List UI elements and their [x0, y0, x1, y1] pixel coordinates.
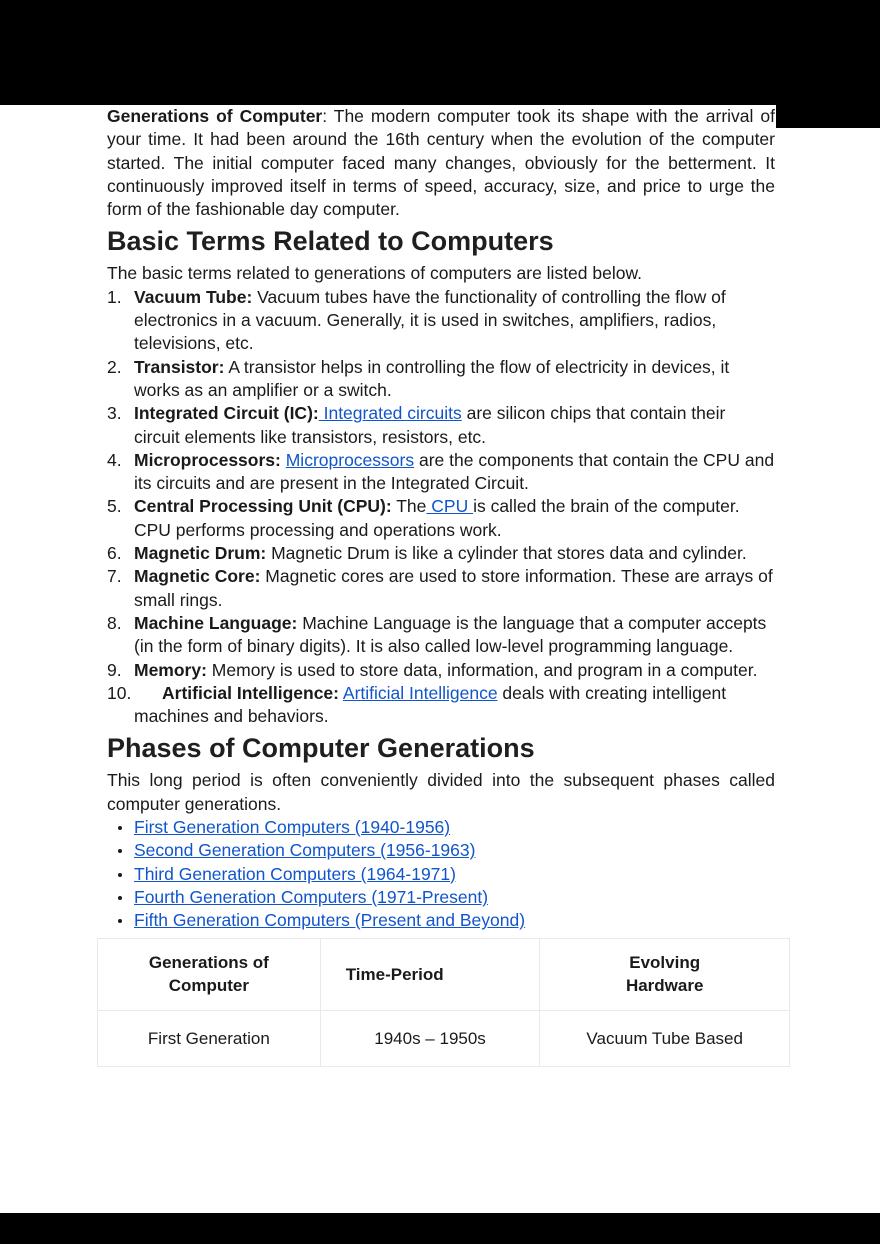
table-header-row — [98, 938, 790, 1010]
cell-hardware: Vacuum Tube Based — [540, 1010, 790, 1066]
phases-intro: This long period is often conveniently divided into the subsequent phases called computer generations. — [107, 770, 775, 814]
list-number: 1. — [107, 286, 122, 307]
list-item — [107, 286, 775, 356]
list-item — [107, 682, 775, 729]
top-margin-band — [0, 0, 880, 105]
top-right-band-notch — [776, 105, 880, 128]
term-label: Transistor: — [134, 356, 225, 377]
inline-link-integrated-circuits[interactable]: Integrated circuits — [318, 403, 462, 424]
list-item — [107, 612, 775, 659]
list-item — [107, 495, 775, 542]
bottom-margin-band — [0, 1213, 880, 1244]
basic-terms-list — [107, 286, 775, 729]
inline-link-microprocessors[interactable]: Microprocessors — [285, 449, 415, 470]
term-text: are the components that contain the CPU and its circuits and are present in the Integrated Circuit. — [134, 449, 775, 494]
list-number: 7. — [107, 566, 122, 587]
table-row — [98, 1010, 790, 1066]
document-content — [107, 105, 775, 1067]
term-label: Machine Language: — [134, 612, 298, 633]
heading-basic-terms: Basic Terms Related to Computers — [107, 226, 554, 257]
intro-text: : The modern computer took its shape with the arrival of your time. It had been around the 16th century when the evolution of the computer started. The initial computer faced many changes, obviously for the betterment. It continuously improved itself in terms of speed, accuracy, size, and price to urge the form of the fashionable day computer. — [107, 106, 775, 220]
heading-phases: Phases of Computer Generations — [107, 733, 535, 764]
header-time-period: Time-Period — [320, 938, 540, 1010]
list-number: 2. — [107, 356, 122, 377]
phase-link-fourth-generation[interactable]: Fourth Generation Computers (1971-Present) — [134, 886, 489, 907]
phases-link-list — [107, 816, 775, 932]
inline-link-artificial-intelligence[interactable]: Artificial Intelligence — [342, 682, 498, 703]
term-text: Magnetic Drum is like a cylinder that stores data and cylinder. — [266, 543, 747, 564]
list-number: 5. — [107, 496, 122, 517]
list-number: 10. — [107, 682, 132, 703]
term-label: Magnetic Drum: — [134, 543, 267, 564]
cell-time-period: 1940s – 1950s — [320, 1010, 540, 1066]
term-text: A transistor helps in controlling the flow of electricity in devices, it works as an amplifier or a switch. — [134, 356, 730, 400]
phase-link-first-generation[interactable]: First Generation Computers (1940-1956) — [134, 817, 451, 838]
term-text: Magnetic cores are used to store information. These are arrays of small rings. — [134, 566, 773, 610]
term-text: Vacuum tubes have the functionality of controlling the flow of electronics in a vacuum. Generally, it is used in switches, amplifiers, radios, televisions, etc. — [134, 286, 726, 354]
generations-table — [97, 938, 790, 1067]
basic-terms-intro: The basic terms related to generations of computers are listed below. — [107, 263, 642, 284]
cell-generation: First Generation — [98, 1010, 321, 1066]
phase-link-third-generation[interactable]: Third Generation Computers (1964-1971) — [134, 863, 456, 884]
intro-lead-term: Generations of Computer — [107, 106, 323, 126]
term-label: Magnetic Core: — [134, 566, 261, 587]
term-label: Memory: — [134, 659, 207, 680]
header-evolving-hardware — [540, 938, 790, 1010]
term-text: is called the brain of the computer. CPU performs processing and operations work. — [134, 496, 740, 540]
list-item — [107, 816, 775, 839]
term-text: Memory is used to store data, information, and program in a computer. — [206, 659, 758, 680]
list-item — [107, 886, 775, 909]
list-item — [107, 659, 775, 682]
header-generations-of-computer — [98, 938, 321, 1010]
list-item — [107, 839, 775, 862]
list-number: 8. — [107, 612, 122, 633]
term-text: are silicon chips that contain their circuit elements like transistors, resistors, etc. — [134, 403, 726, 447]
inline-link-cpu[interactable]: CPU — [426, 496, 474, 517]
phase-link-fifth-generation[interactable]: Fifth Generation Computers (Present and Beyond) — [134, 910, 526, 931]
term-label: Vacuum Tube: — [134, 286, 253, 307]
header-label: Generations of Computer — [148, 953, 269, 995]
list-item — [107, 356, 775, 403]
term-text: The — [391, 496, 427, 517]
list-item — [107, 909, 775, 932]
list-number: 4. — [107, 449, 122, 470]
list-item — [107, 449, 775, 496]
list-number: 6. — [107, 543, 122, 564]
list-item — [107, 542, 775, 565]
phase-link-second-generation[interactable]: Second Generation Computers (1956-1963) — [134, 840, 476, 861]
list-number: 3. — [107, 403, 122, 424]
term-label: Artificial Intelligence: — [162, 682, 339, 703]
term-label: Central Processing Unit (CPU): — [134, 496, 392, 517]
term-text: Machine Language is the language that a computer accepts (in the form of binary digits). It is also called low-level programming language. — [134, 612, 767, 657]
list-item — [107, 863, 775, 886]
header-label: Evolving Hardware — [625, 953, 704, 995]
list-item — [107, 565, 775, 612]
term-label: Microprocessors: — [134, 449, 281, 470]
intro-paragraph — [107, 105, 775, 221]
term-label: Integrated Circuit (IC): — [134, 403, 319, 424]
list-number: 9. — [107, 659, 122, 680]
list-item — [107, 402, 775, 449]
term-text: deals with creating intelligent machines and behaviors. — [134, 682, 727, 727]
